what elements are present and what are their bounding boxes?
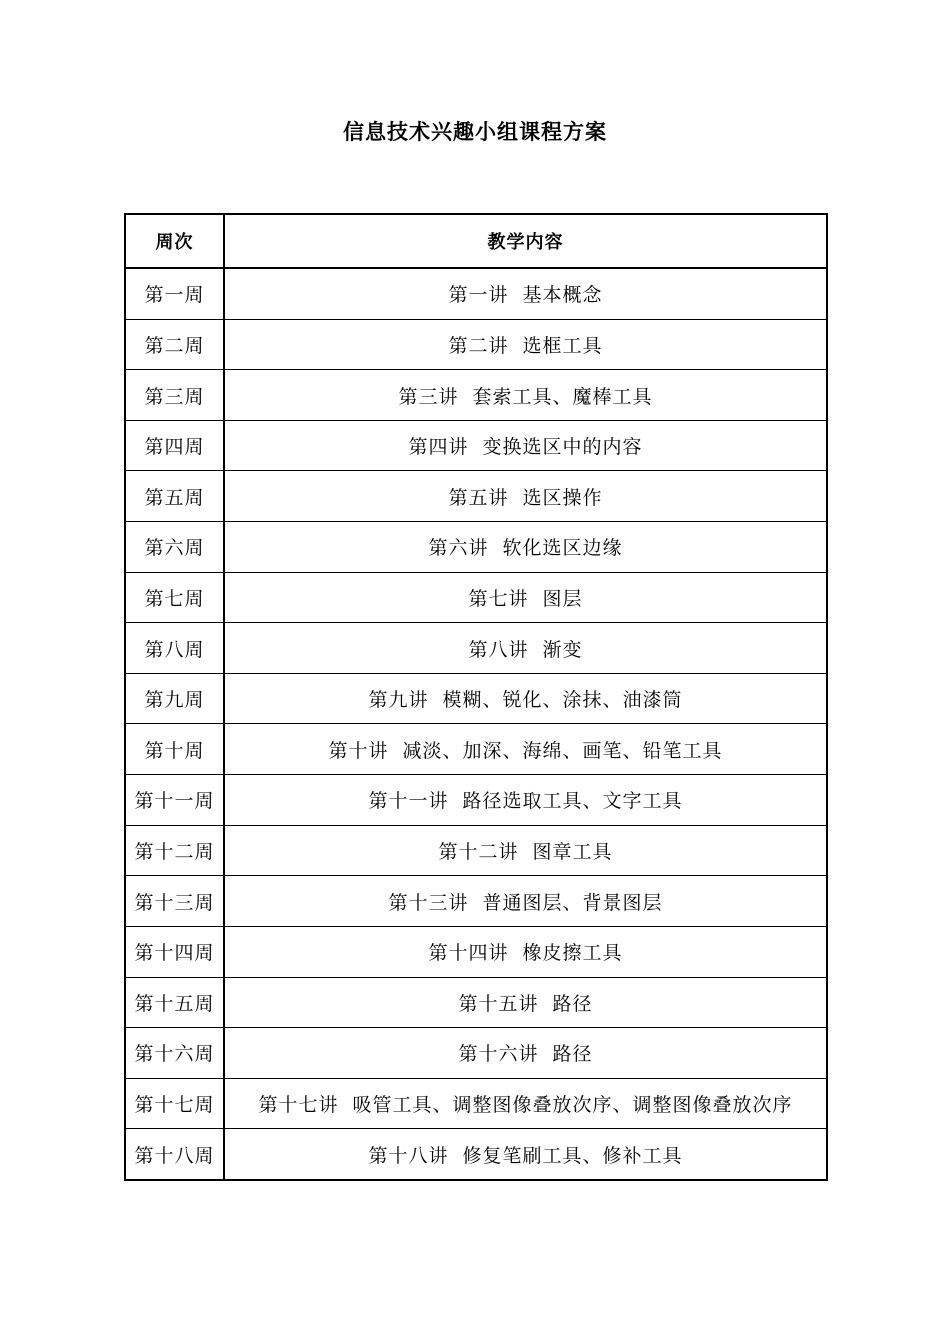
week-cell: 第十五周 bbox=[125, 977, 224, 1028]
lecture-number: 第四讲 bbox=[408, 436, 469, 459]
content-cell bbox=[224, 926, 827, 977]
lecture-topic: 基本概念 bbox=[522, 284, 603, 307]
lecture-topic: 选区操作 bbox=[522, 486, 603, 509]
content-cell bbox=[224, 977, 827, 1028]
table-row bbox=[125, 319, 827, 370]
table-row bbox=[125, 1028, 827, 1079]
week-cell: 第四周 bbox=[125, 420, 224, 471]
table-body bbox=[125, 268, 827, 1180]
week-cell: 第六周 bbox=[125, 522, 224, 573]
table-row bbox=[125, 673, 827, 724]
content-cell bbox=[224, 319, 827, 370]
table-row bbox=[125, 1129, 827, 1180]
content-cell bbox=[224, 876, 827, 927]
lecture-topic: 路径 bbox=[552, 992, 593, 1015]
content-cell bbox=[224, 775, 827, 826]
lecture-number: 第八讲 bbox=[468, 638, 529, 661]
table-row bbox=[125, 420, 827, 471]
lecture-topic: 橡皮擦工具 bbox=[522, 942, 623, 965]
document-title: 信息技术兴趣小组课程方案 bbox=[343, 120, 607, 144]
content-cell bbox=[224, 1078, 827, 1129]
week-cell: 第五周 bbox=[125, 471, 224, 522]
lecture-topic: 变换选区中的内容 bbox=[482, 436, 643, 459]
lecture-topic: 套索工具、魔棒工具 bbox=[472, 385, 653, 408]
table-row bbox=[125, 268, 827, 319]
table-row bbox=[125, 825, 827, 876]
table-row bbox=[125, 724, 827, 775]
week-cell: 第一周 bbox=[125, 268, 224, 319]
lecture-number: 第一讲 bbox=[448, 284, 509, 307]
week-cell: 第十周 bbox=[125, 724, 224, 775]
week-cell: 第八周 bbox=[125, 623, 224, 674]
lecture-topic: 选框工具 bbox=[522, 334, 603, 357]
lecture-topic: 减淡、加深、海绵、画笔、铅笔工具 bbox=[402, 739, 723, 762]
content-cell bbox=[224, 370, 827, 421]
lecture-topic: 路径 bbox=[552, 1043, 593, 1066]
content-cell bbox=[224, 420, 827, 471]
table-row bbox=[125, 522, 827, 573]
content-cell bbox=[224, 268, 827, 319]
lecture-topic: 路径选取工具、文字工具 bbox=[462, 790, 683, 813]
table-header-row bbox=[125, 214, 827, 268]
lecture-number: 第十八讲 bbox=[368, 1144, 449, 1167]
week-cell: 第十一周 bbox=[125, 775, 224, 826]
table-row bbox=[125, 926, 827, 977]
lecture-topic: 吸管工具、调整图像叠放次序、调整图像叠放次序 bbox=[352, 1094, 793, 1117]
week-cell: 第三周 bbox=[125, 370, 224, 421]
table-row bbox=[125, 370, 827, 421]
lecture-topic: 普通图层、背景图层 bbox=[482, 891, 663, 914]
lecture-number: 第十一讲 bbox=[368, 790, 449, 813]
week-cell: 第七周 bbox=[125, 572, 224, 623]
header-week: 周次 bbox=[125, 214, 224, 268]
table-row bbox=[125, 775, 827, 826]
week-cell: 第十三周 bbox=[125, 876, 224, 927]
lecture-number: 第五讲 bbox=[448, 486, 509, 509]
lecture-number: 第十六讲 bbox=[458, 1043, 539, 1066]
lecture-number: 第十讲 bbox=[328, 739, 389, 762]
lecture-topic: 图章工具 bbox=[532, 841, 613, 863]
lecture-topic: 修复笔刷工具、修补工具 bbox=[462, 1144, 683, 1167]
table-row bbox=[125, 1078, 827, 1129]
lecture-number: 第三讲 bbox=[398, 385, 459, 408]
lecture-topic: 模糊、锐化、涂抹、油漆筒 bbox=[442, 689, 683, 712]
week-cell: 第十八周 bbox=[125, 1129, 224, 1180]
table-row bbox=[125, 623, 827, 674]
week-cell: 第二周 bbox=[125, 319, 224, 370]
content-cell bbox=[224, 1129, 827, 1180]
lecture-number: 第十四讲 bbox=[428, 942, 509, 965]
lecture-topic: 软化选区边缘 bbox=[502, 537, 623, 560]
table-row bbox=[125, 572, 827, 623]
course-schedule-table bbox=[124, 213, 828, 1181]
lecture-topic: 图层 bbox=[542, 587, 583, 610]
lecture-number: 第七讲 bbox=[468, 587, 529, 610]
week-cell: 第十六周 bbox=[125, 1028, 224, 1079]
week-cell: 第十七周 bbox=[125, 1078, 224, 1129]
content-cell bbox=[224, 1028, 827, 1079]
lecture-topic: 渐变 bbox=[542, 638, 583, 661]
content-cell bbox=[224, 471, 827, 522]
week-cell: 第十四周 bbox=[125, 926, 224, 977]
lecture-number: 第六讲 bbox=[428, 537, 489, 560]
table-row bbox=[125, 876, 827, 927]
content-cell bbox=[224, 522, 827, 573]
lecture-number: 第十五讲 bbox=[458, 992, 539, 1015]
lecture-number: 第十七讲 bbox=[258, 1094, 339, 1117]
lecture-number: 第十三讲 bbox=[388, 891, 469, 914]
table-row bbox=[125, 471, 827, 522]
lecture-number: 第九讲 bbox=[368, 689, 429, 712]
lecture-number: 第十二讲 bbox=[438, 841, 519, 863]
table-row bbox=[125, 977, 827, 1028]
header-content: 教学内容 bbox=[224, 214, 827, 268]
week-cell: 第九周 bbox=[125, 673, 224, 724]
content-cell bbox=[224, 724, 827, 775]
lecture-number: 第二讲 bbox=[448, 334, 509, 357]
content-cell bbox=[224, 623, 827, 674]
content-cell bbox=[224, 572, 827, 623]
content-cell bbox=[224, 673, 827, 724]
week-cell: 第十二周 bbox=[125, 825, 224, 876]
content-cell bbox=[224, 825, 827, 876]
